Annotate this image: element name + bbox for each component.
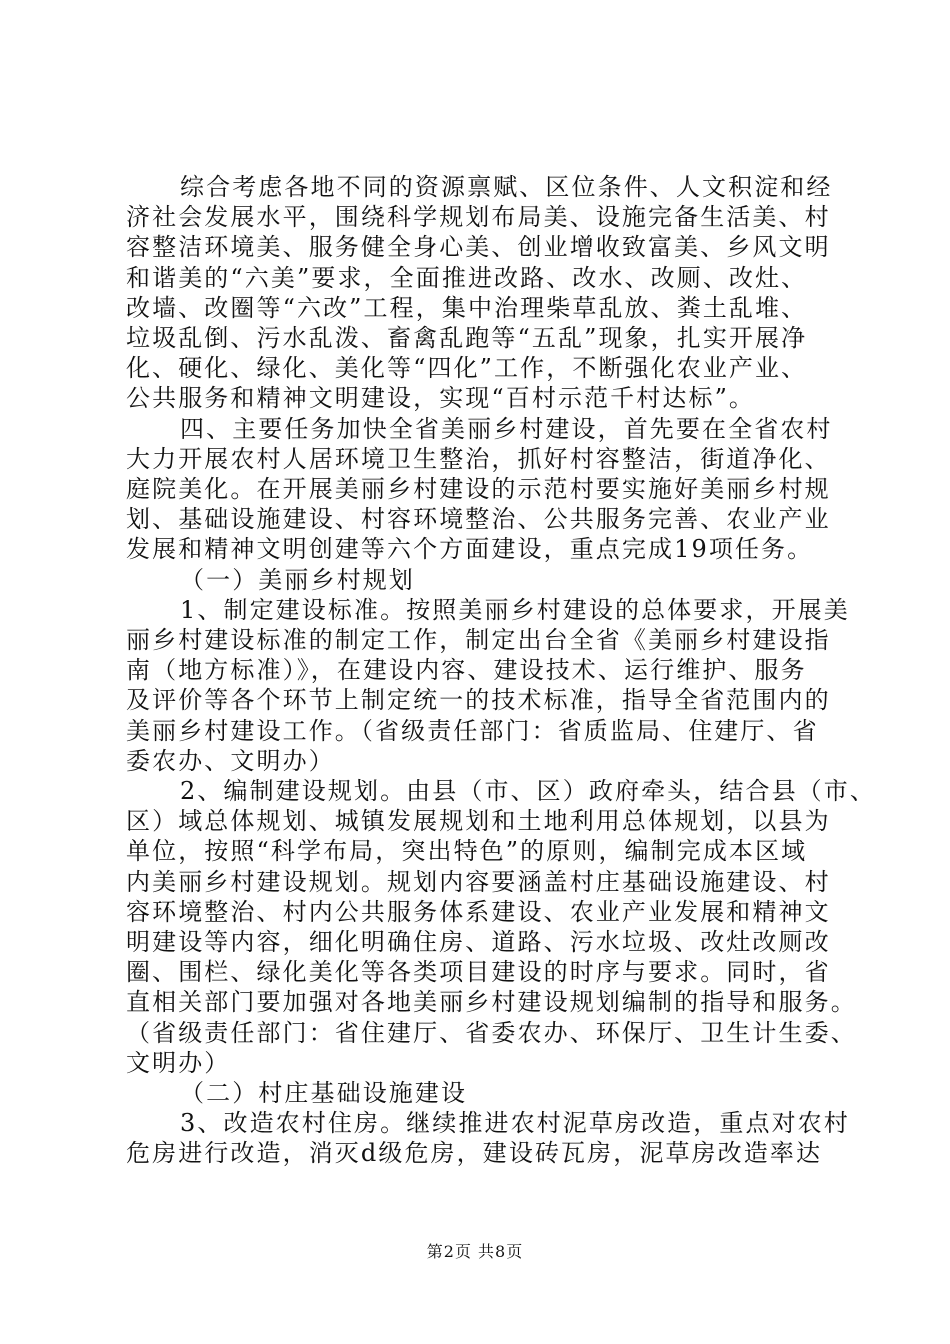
paragraph-line: 及评价等各个环节上制定统一的技术标准，指导全省范围内的 bbox=[126, 686, 831, 714]
paragraph-line: 济社会发展水平，围绕科学规划布局美、设施完备生活美、村 bbox=[126, 203, 831, 231]
paragraph-line: 2、编制建设规划。由县（市、区）政府牵头，结合县（市、 bbox=[180, 777, 876, 805]
section-heading: （一）美丽乡村规划 bbox=[180, 566, 415, 594]
paragraph-line: 南（地方标准）》，在建设内容、建设技术、运行维护、服务 bbox=[126, 656, 807, 684]
paragraph-line: 和谐美的“六美”要求，全面推进改路、改水、改厕、改灶、 bbox=[126, 264, 808, 292]
paragraph-line: 四、主要任务加快全省美丽乡村建设，首先要在全省农村 bbox=[180, 415, 833, 443]
paragraph-line: 3、改造农村住房。继续推进农村泥草房改造，重点对农村 bbox=[180, 1109, 850, 1137]
paragraph-line: 区）域总体规划、城镇发展规划和土地利用总体规划，以县为 bbox=[126, 807, 831, 835]
paragraph-line: 容环境整治、村内公共服务体系建设、农业产业发展和精神文 bbox=[126, 898, 831, 926]
paragraph-line: 直相关部门要加强对各地美丽乡村建设规划编制的指导和服务。 bbox=[126, 988, 857, 1016]
paragraph-line: 庭院美化。在开展美丽乡村建设的示范村要实施好美丽乡村规 bbox=[126, 475, 831, 503]
paragraph-line: 丽乡村建设标准的制定工作，制定出台全省《美丽乡村建设指 bbox=[126, 626, 831, 654]
paragraph-line: 化、硬化、绿化、美化等“四化”工作，不断强化农业产业、 bbox=[126, 354, 808, 382]
paragraph-line: 危房进行改造，消灭d级危房，建设砖瓦房，泥草房改造率达 bbox=[126, 1139, 823, 1167]
paragraph-line: 单位，按照“科学布局，突出特色”的原则，编制完成本区域 bbox=[126, 837, 808, 865]
paragraph-line: 容整洁环境美、服务健全身心美、创业增收致富美、乡风文明 bbox=[126, 233, 831, 261]
paragraph-line: 圈、围栏、绿化美化等各类项目建设的时序与要求。同时，省 bbox=[126, 958, 831, 986]
paragraph-line: 垃圾乱倒、污水乱泼、畜禽乱跑等“五乱”现象，扎实开展净 bbox=[126, 324, 808, 352]
paragraph-line: 美丽乡村建设工作。（省级责任部门：省质监局、住建厅、省 bbox=[126, 717, 819, 745]
paragraph-line: 内美丽乡村建设规划。规划内容要涵盖村庄基础设施建设、村 bbox=[126, 868, 831, 896]
paragraph-line: （省级责任部门：省住建厅、省委农办、环保厅、卫生计生委、 bbox=[126, 1019, 857, 1047]
paragraph-line: 公共服务和精神文明建设，实现“百村示范千村达标”。 bbox=[126, 384, 756, 412]
paragraph-line: 发展和精神文明创建等六个方面建设，重点完成19项任务。 bbox=[126, 535, 814, 563]
paragraph-line: 综合考虑各地不同的资源禀赋、区位条件、人文积淀和经 bbox=[180, 173, 833, 201]
paragraph-line: 1、制定建设标准。按照美丽乡村建设的总体要求，开展美 bbox=[180, 596, 850, 624]
paragraph-line: 划、基础设施建设、村容环境整治、公共服务完善、农业产业 bbox=[126, 505, 831, 533]
section-heading: （二）村庄基础设施建设 bbox=[180, 1079, 468, 1107]
paragraph-line: 改墙、改圈等“六改”工程，集中治理柴草乱放、粪土乱堆、 bbox=[126, 294, 808, 322]
paragraph-line: 文明办） bbox=[126, 1049, 231, 1077]
page-footer: 第2页 共8页 bbox=[426, 1242, 524, 1261]
paragraph-line: 大力开展农村人居环境卫生整治，抓好村容整洁，街道净化、 bbox=[126, 445, 831, 473]
paragraph-line: 明建设等内容，细化明确住房、道路、污水垃圾、改灶改厕改 bbox=[126, 928, 831, 956]
paragraph-line: 委农办、文明办） bbox=[126, 747, 335, 775]
